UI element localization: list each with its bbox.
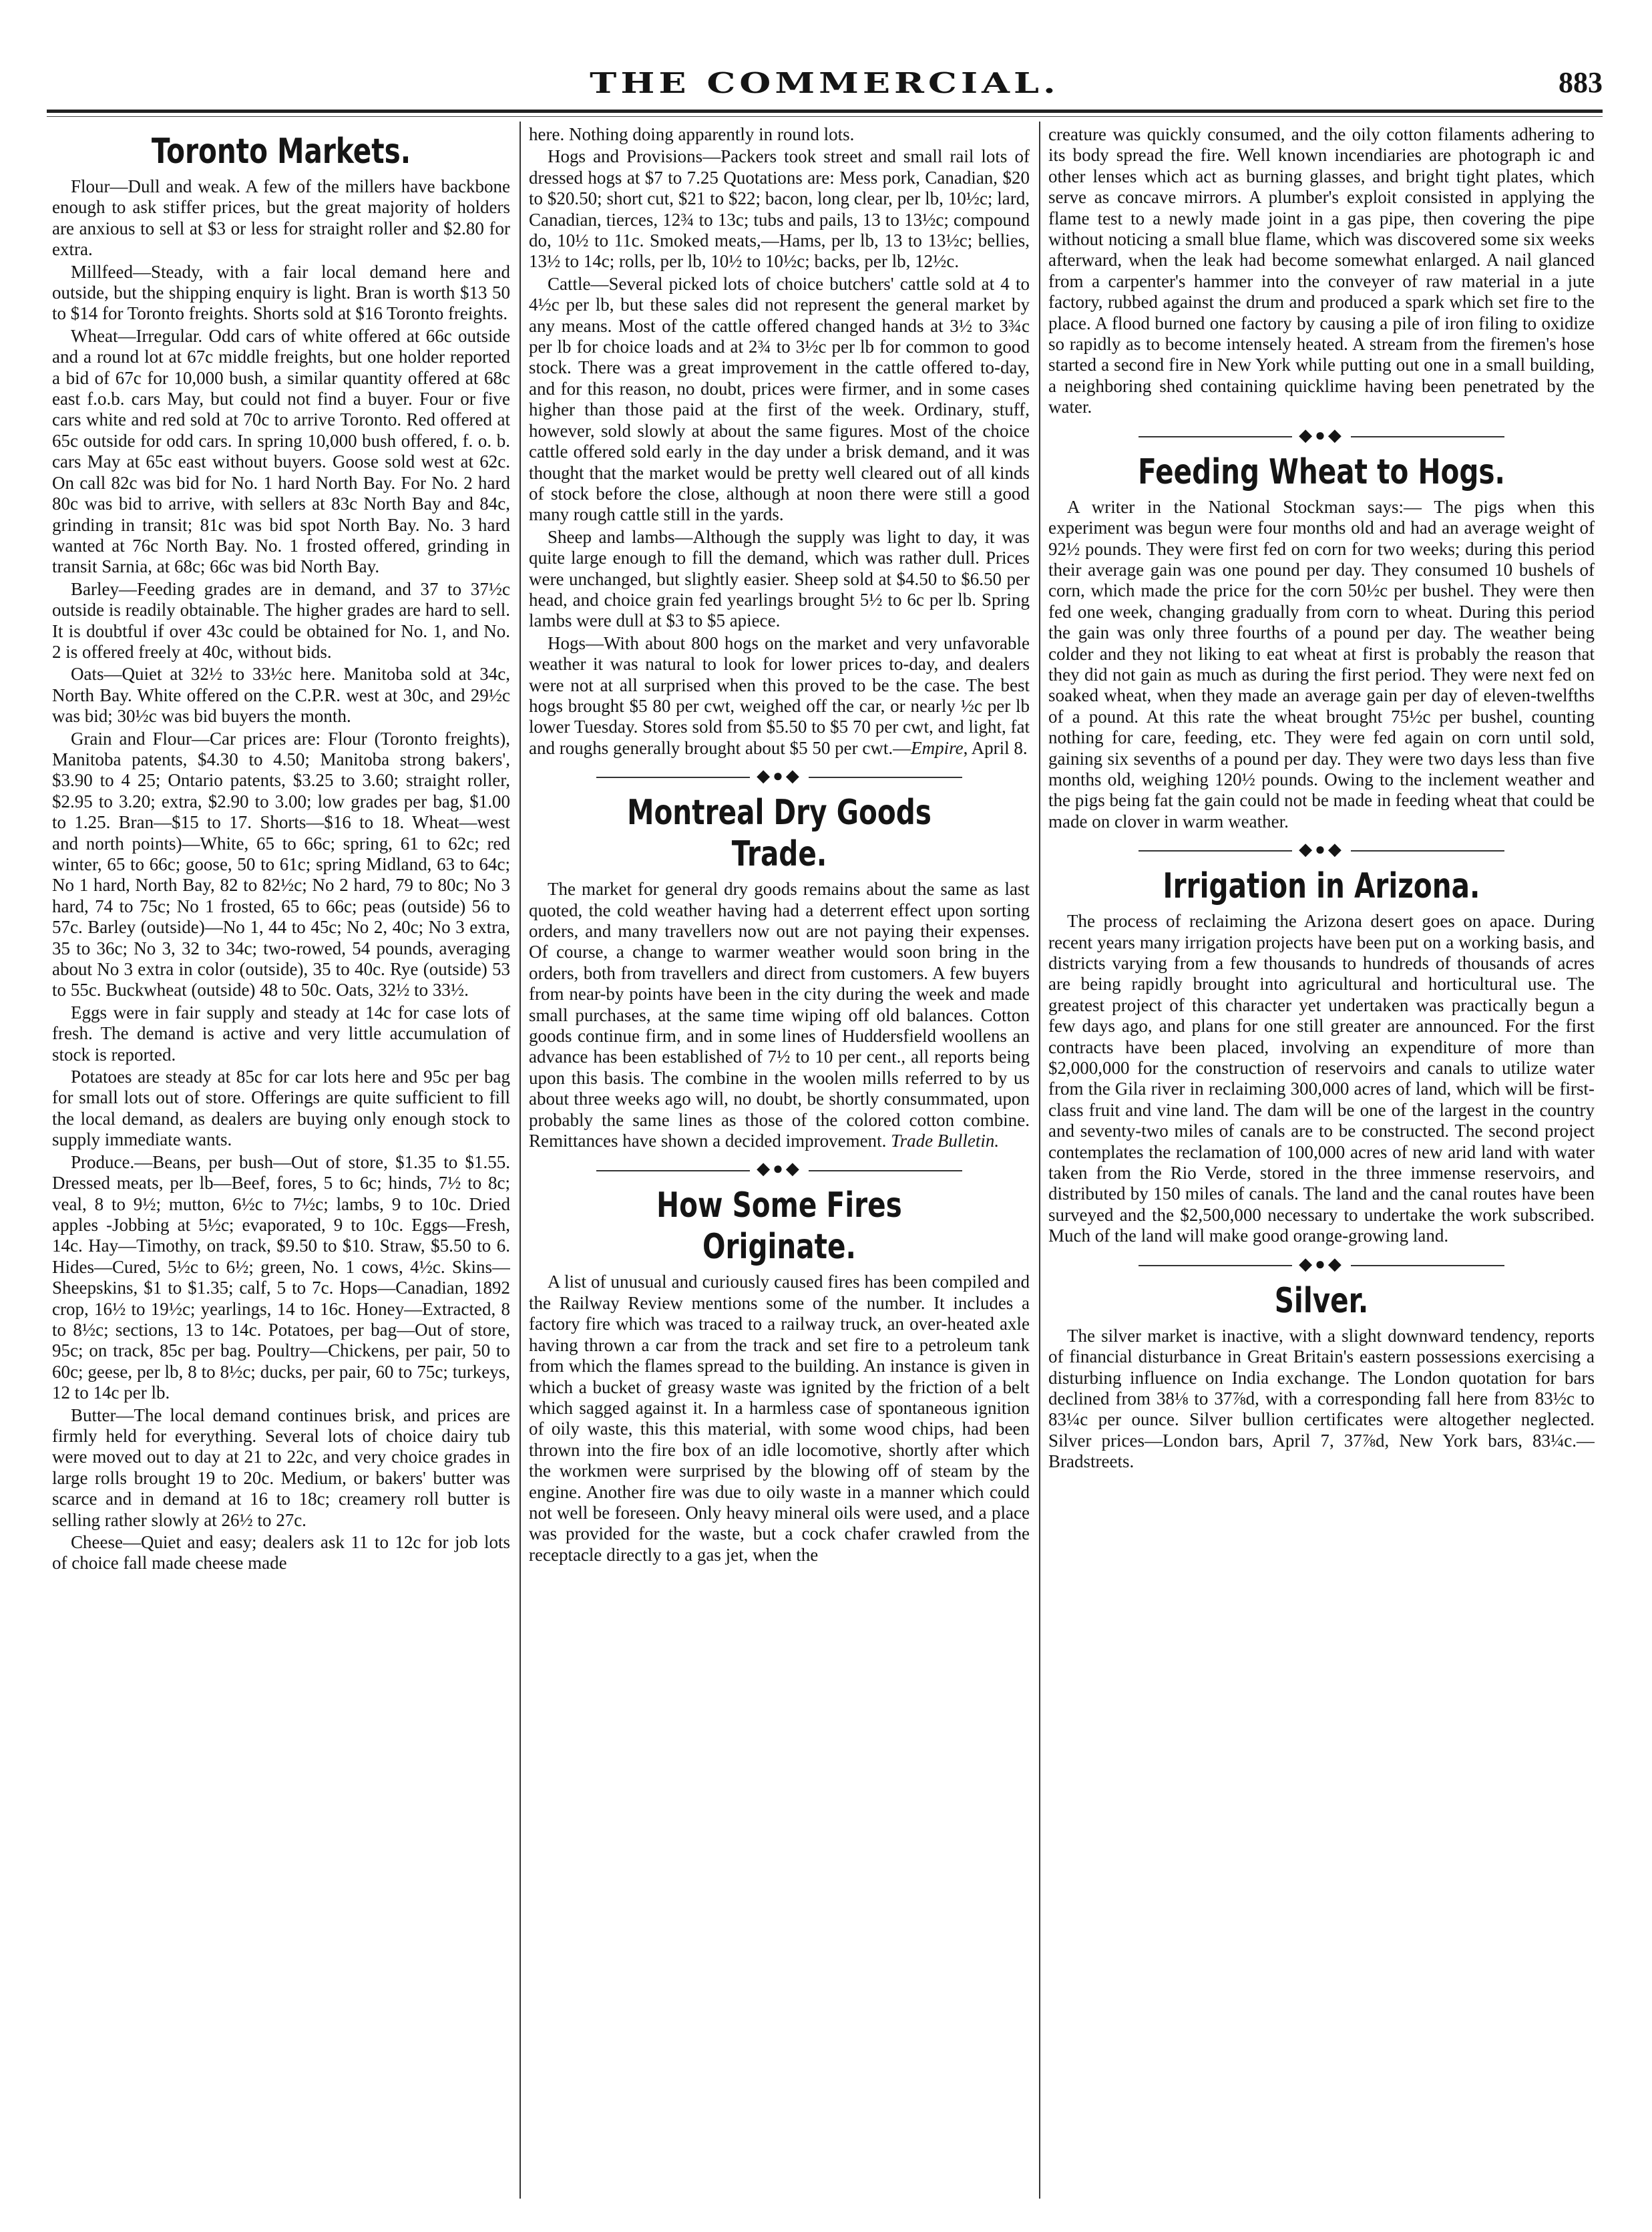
column-3 xyxy=(1048,124,1595,2195)
paragraph: creature was quickly consumed, and the oily cotton filaments adhering to its body spread the fire. Well known incendiaries are photograph ic and other lenses which act as burning glasses, and bright tight plates, which serve as concave mirrors. A plumber's exploit consisted in applying the flame test to a newly made joint in a gas pipe, then covering the pipe without noticing a small blue flame, which was discovered some six weeks afterward, when the leak had become somewhat enlarged. A nail glanced from a carpenter's hammer into the conveyer of raw material in a jute factory, rubbed against the drum and produced a spark which set fire to the place. A flood burned one factory by causing a pile of iron filing to oxidize so rapidly as to become intensely heated. A stream from the firemen's hose started a second fire in New York while putting out one in a small building, a neighboring shed containing quicklime having been penetrated by the water. xyxy=(1048,124,1595,417)
article-heading-silver: Silver. xyxy=(1274,1280,1369,1321)
masthead-rule-thin xyxy=(47,116,1603,117)
article-heading-fires: How Some Fires Originate. xyxy=(656,1185,902,1268)
column-2 xyxy=(529,124,1030,2195)
section-ornament: ◆●◆ xyxy=(1048,840,1595,859)
paragraph: Potatoes are steady at 85c for car lots here and 95c per bag for small lots out of store. Offerings are quite sufficient to fill the local demand, as dealers are buying only enough stock to supply immediate wants. xyxy=(52,1067,510,1150)
article-heading-feeding-wheat: Feeding Wheat to Hogs. xyxy=(1138,451,1505,492)
section-ornament: ◆●◆ xyxy=(529,767,1030,785)
paragraph: Hogs and Provisions—Packers took street and small rail lots of dressed hogs at $7 to 7.25 Quotations are: Mess pork, Canadian, $20 to $20.50; short cut, $21 to $22; bacon, long clear, per lb, 10½c; lard, Canadian, tierces, 12¾ to 13c; tubs and pails, 13 to 13½c; compound do, 10½ to 11c. Smoked meats,—Hams, per lb, 13 to 13½c; bellies, 13½ to 14c; rolls, per lb, 10½ to 10½c; backs, per lb, 12½c. xyxy=(529,146,1030,272)
column-1 xyxy=(52,124,510,2195)
paragraph-text: The market for general dry goods remains about the same as last quoted, the cold weather having had a deterrent effect upon sorting orders, and many travellers now out are not paying their expenses. Of course, a change to warmer weather would soon bring in the orders, both from travellers and direct from customers. A few buyers from near-by points have been in the city during the week and made small purchases, at the same time wiping off old balances. Cotton goods continue firm, and in some lines of Huddersfield woollens an advance has been established of 7½ to 10 per cent., all reports being upon this basis. The combine in the woolen mills referred to by us about three weeks ago will, no doubt, be shortly consummated, upon probably the same lines as those of the colored cotton combine. Remittances have shown a decided improvement. xyxy=(529,879,1030,1151)
paragraph: Cattle—Several picked lots of choice butchers' cattle sold at 4 to 4½c per lb, but these sales did not represent the general market by any means. Most of the cattle offered changed hands at 3½ to 3¾c per lb for choice loads and at 2¾ to 3½c per lb for common to good stock. There was a great improvement in the cattle offered to-day, and for this reason, no doubt, prices were firmer, and in some cases higher than those paid at the first of the week. Ordinary, stuff, however, sold slowly at about the same figures. Most of the choice cattle offered sold early in the day under a brisk demand, and it was thought that the market would be pretty well cleared out of all kinds of stock before the close, although at noon there were still a good many rough cattle still in the yards. xyxy=(529,273,1030,525)
column-divider xyxy=(520,122,521,2199)
masthead xyxy=(47,61,1603,110)
source-credit: Empire xyxy=(911,737,964,758)
section-ornament: ◆●◆ xyxy=(1048,1255,1595,1274)
paragraph: Oats—Quiet at 32½ to 33½c here. Manitoba sold at 34c, North Bay. White offered on the C.P.R. west at 30c, and 29½c was bid; 30½c was bid buyers the month. xyxy=(52,664,510,727)
paragraph: A list of unusual and curiously caused fires has been compiled and the Railway Review mentions some of the number. It includes a factory fire which was traced to a railway truck, an over-heated axle having thrown a car from the track and set fire to a petroleum tank from which the flames spread to the building. An instance is given in which a bucket of greasy waste was ignited by the friction of a belt which sagged against it. In a harmless case of spontaneous ignition of oily waste, this this material, with some wood chips, had been thrown into the fire box of an idle locomotive, shortly after which the workmen were surprised by the blowing off of steam by the engine. Another fire was due to oily waste in a manner which could not well be foreseen. Only heavy mineral oils were used, and a place was provided for the waste, but a cock chafer crawled from the receptacle directly to a gas jet, when the xyxy=(529,1272,1030,1565)
column-divider xyxy=(1039,122,1040,2199)
paragraph: The process of reclaiming the Arizona desert goes on apace. During recent years many irrigation projects have been put on a working basis, and districts varying from a few thousands to hundreds of thousands of acres are being rapidly brought into agricultural and horticultural use. The greatest project of this character yet undertaken was practically begun a few days ago, and plans for one still greater are announced. For the first contracts have been placed, involving an expenditure of more than $2,000,000 for the construction of reservoirs and canals to utilize water from the Gila river in reclaiming 300,000 acres of land, which will be first-class fruit and vine land. The dam will be one of the largest in the country and seventy-two miles of canals are to be constructed. The second project contemplates the reclamation of 100,000 acres of new arid land with water taken from the Rio Verde, stored in the three immense reservoirs, and distributed by 150 miles of canals. The land and the canal routes have been surveyed and the $2,500,000 necessary to undertake the work subscribed. Much of the land will make good orange-growing land. xyxy=(1048,911,1595,1246)
paragraph: Produce.—Beans, per bush—Out of store, $1.35 to $1.55. Dressed meats, per lb—Beef, fores, 5 to 6c; hinds, 7½ to 8c; veal, 8 to 9½; mutton, 6½c to 7½c; lambs, 9 to 10c. Dried apples -Jobbing at 5½c; evaporated, 9 to 10c. Eggs—Fresh, 14c. Hay—Timothy, on track, $9.50 to $10. Straw, $5.50 to 6. Hides—Cured, 5½c to 6½; green, No. 1 cows, 4½c. Skins—Sheepskins, $1 to $1.35; calf, 5 to 7c. Hops—Canadian, 1892 crop, 16½ to 19½c; yearlings, 14 to 16c. Honey—Extracted, 8 to 8½c; sections, 13 to 14c. Potatoes, per bag—Out of store, 95c; on track, 85c per bag. Poultry—Chickens, per pair, 50 to 60c; geese, per lb, 8 to 8½c; ducks, per pair, 60 to 75c; turkeys, 12 to 14c per lb. xyxy=(52,1151,510,1403)
paragraph xyxy=(529,879,1030,1151)
paragraph xyxy=(529,633,1030,759)
paragraph-text: Hogs—With about 800 hogs on the market and very unfavorable weather it was natural to look for lower prices to-day, and dealers were not at all surprised when this proved to be the case. The best hogs brought $5 80 per cwt, weighed off the car, or nearly ½c per lb lower Tuesday. Stores sold from $5.50 to $5 70 per cwt, and light, fat and roughs generally brought about $5 50 per cwt.— xyxy=(529,632,1030,758)
source-date: , April 8. xyxy=(963,737,1028,758)
paragraph: Cheese—Quiet and easy; dealers ask 11 to 12c for job lots of choice fall made cheese made xyxy=(52,1532,510,1573)
article-heading-montreal-dry-goods: Montreal Dry Goods Trade. xyxy=(627,793,932,875)
paragraph: A writer in the National Stockman says:— The pigs when this experiment was begun were four months old and had an average weight of 92½ pounds. They were first fed on corn for two weeks; during this period their average gain was one pound per day. They consumed 10 bushels of corn, which made the price for the corn 50½c per bushel. They were then fed one week, changing gradually from corn to wheat. During this period the gain was only three fourths of a pound per day. The weather being colder and they not liking to eat wheat at first is probably the reason that they did not gain as much as during the first period. They were next fed on soaked wheat, when they made an average gain per day of eleven-twelfths of a pound. At this rate the wheat brought 75½c per bushel, counting nothing for care, feeding, etc. They were fed again on corn until sold, gaining six sevenths of a pound per day. They were two days less than five months old, weighing 120½ pounds. Owing to the inclement weather and the pigs being fat the gain could not be made in feeding wheat that could be made on clover in warm weather. xyxy=(1048,496,1595,831)
article-heading-irrigation: Irrigation in Arizona. xyxy=(1163,866,1480,907)
paragraph: The silver market is inactive, with a slight downward tendency, reports of financial disturbance in Great Britain's eastern possessions exercising a disturbing influence on India exchange. The London quotation for bars declined from 38⅛ to 37⅞d, with a corresponding fall here from 83½c to 83¼c per ounce. Silver bullion certificates were altogether neglected. Silver prices—London bars, April 7, 37⅞d, New York bars, 83¼c.—Bradstreets. xyxy=(1048,1325,1595,1472)
paragraph: Wheat—Irregular. Odd cars of white offered at 66c outside and a round lot at 67c middle freights, but one holder reported a bid of 67c for 10,000 bush, a similar quantity offered at 68c east f.o.b. cars May, but could not find a buyer. Four or five cars white and red sold at 70c to arrive Toronto. Red offered at 65c outside for odd cars. In spring 10,000 bush offered, f. o. b. cars May at 65c east without buyers. Goose sold west at 62c. On call 82c was bid for No. 1 hard North Bay. For No. 2 hard 80c was bid to arrive, with sellers at 83c North Bay and 84c, grinding in transit; 81c was bid spot North Bay. No. 3 hard wanted at 76c North Bay. No. 1 frosted offered, grinding in transit Sarnia, at 68c; 66c was bid North Bay. xyxy=(52,325,510,577)
paragraph: Millfeed—Steady, with a fair local demand here and outside, but the shipping enquiry is light. Bran is worth $13 50 to $14 for Toronto freights. Shorts sold at $16 Toronto freights. xyxy=(52,261,510,324)
article-heading-toronto-markets: Toronto Markets. xyxy=(151,132,411,172)
paragraph: Grain and Flour—Car prices are: Flour (Toronto freights), Manitoba patents, $4.30 to 4.50; Manitoba strong bakers', $3.90 to 4 25; Ontario patents, $3.25 to 3.60; straight roller, $2.95 to 3.20; extra, $2.90 to 3.00; low grades per bag, $1.00 to 1.25. Bran—$15 to 17. Shorts—$16 to 18. Wheat—west and north points)—White, 65 to 66c; spring, 61 to 62c; red winter, 65 to 66c; goose, 50 to 61c; spring Midland, 63 to 64c; No 1 hard, North Bay, 82 to 82½c; No 2 hard, 79 to 80c; No 3 hard, 74 to 75c; No 1 frosted, 65 to 66c; peas (outside) 56 to 57c. Barley (outside)—No 1, 44 to 45c; No 2, 40c; No 3 extra, 35 to 36c; No 3, 32 to 34c; two-rowed, 54 pounds, averaging about No 3 extra in color (outside), 35 to 40c. Rye (outside) 53 to 55c. Buckwheat (outside) 48 to 50c. Oats, 32½ to 33½. xyxy=(52,728,510,1000)
newspaper-title: THE COMMERCIAL. xyxy=(590,66,1060,100)
source-credit: Trade Bulletin. xyxy=(891,1131,1000,1151)
paragraph: Flour—Dull and weak. A few of the millers have backbone enough to ask stiffer prices, but the great majority of holders are anxious to sell at $3 or less for straight roller and $2.80 for extra. xyxy=(52,176,510,260)
paragraph: Butter—The local demand continues brisk, and prices are firmly held for everything. Several lots of choice dairy tub were moved out to day at 21 to 22c, and very choice grades in large rolls brought 19 to 20c. Medium, or bakers' butter was scarce and in demand at 16 to 18c; creamery roll butter is selling rather slowly at 26½ to 27c. xyxy=(52,1405,510,1530)
page-number: 883 xyxy=(1559,66,1603,99)
paragraph: Sheep and lambs—Although the supply was light to day, it was quite large enough to fill the demand, which was rather dull. Prices were unchanged, but slightly easier. Sheep sold at $4.50 to $6.50 per head, and choice grain fed yearlings brought 5½ to 6c per lb. Spring lambs were dull at $3 to $5 apiece. xyxy=(529,526,1030,631)
paragraph: Eggs were in fair supply and steady at 14c for case lots of fresh. The demand is active and very little accumulation of stock is reported. xyxy=(52,1002,510,1065)
section-ornament: ◆●◆ xyxy=(529,1159,1030,1178)
masthead-rule xyxy=(47,110,1603,113)
paragraph: Barley—Feeding grades are in demand, and 37 to 37½c outside is readily obtainable. The higher grades are hard to sell. It is doubtful if over 43c could be obtained for No. 1, and No. 2 is offered freely at 40c, without bids. xyxy=(52,578,510,662)
paragraph: here. Nothing doing apparently in round lots. xyxy=(529,124,855,144)
section-ornament: ◆●◆ xyxy=(1048,426,1595,445)
